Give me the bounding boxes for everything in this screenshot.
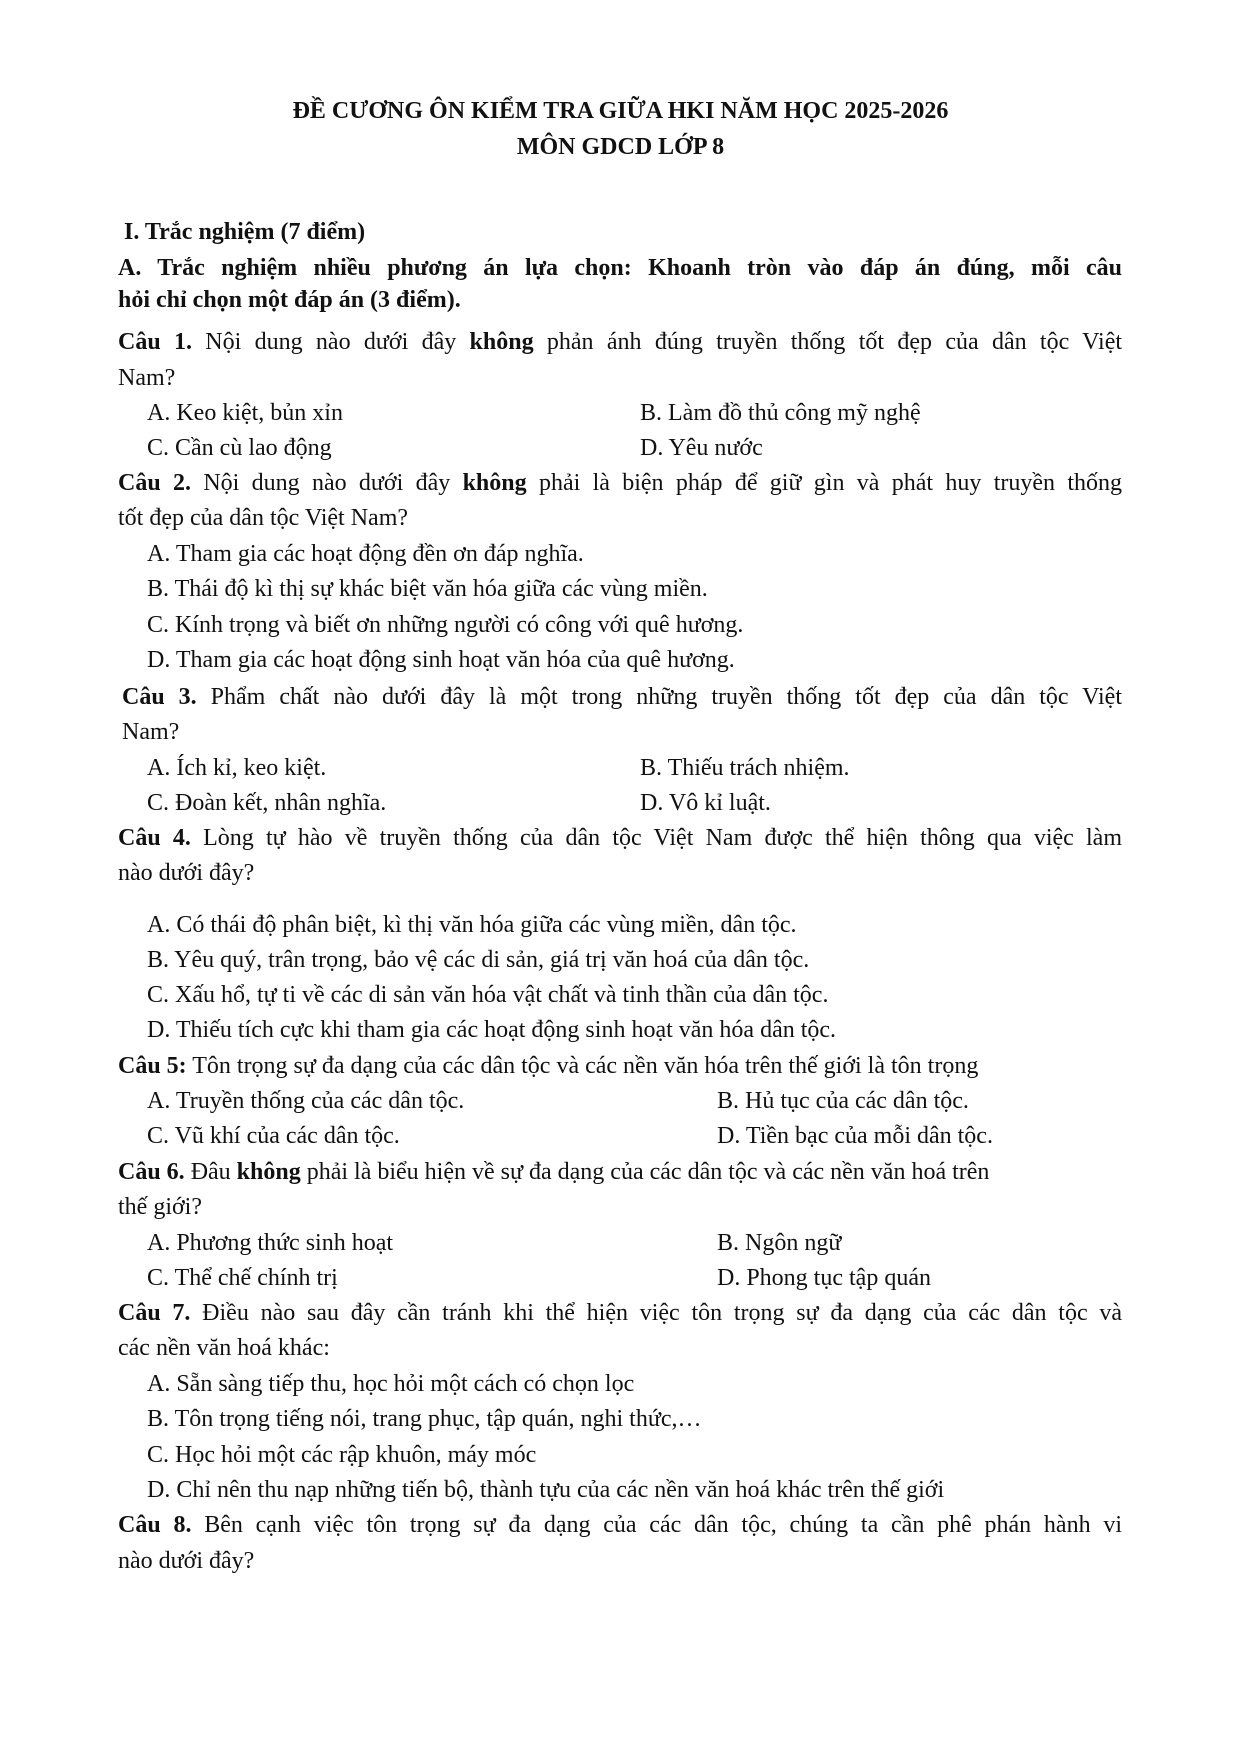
question-1-option-a: A. Keo kiệt, bủn xỉn [147, 400, 343, 426]
question-1-stem [118, 327, 1122, 357]
stem-emphasis: không [236, 1159, 301, 1185]
question-2-stem [118, 468, 1122, 498]
question-3-option-c: C. Đoàn kết, nhân nghĩa. [147, 790, 387, 816]
question-4-stem-cont: nào dưới đây? [118, 860, 255, 886]
stem-text: Lòng tự hào về truyền thống của dân tộc Việt Nam được thể hiện thông qua việc làm [190, 825, 1122, 851]
part-a-line-1: A. Trắc nghiệm nhiều phương án lựa chọn: Khoanh tròn vào đáp án đúng, mỗi câu [118, 255, 1122, 281]
question-label: Câu 5: [118, 1053, 187, 1079]
question-5-stem [118, 1051, 978, 1081]
question-7-stem-cont: các nền văn hoá khác: [118, 1335, 330, 1361]
question-4-option-b: B. Yêu quý, trân trọng, bảo vệ các di sản, giá trị văn hoá của dân tộc. [147, 947, 810, 973]
stem-text: Điều nào sau đây cần tránh khi thể hiện việc tôn trọng sự đa dạng của các dân tộc và [190, 1300, 1123, 1326]
question-label: Câu 1. [118, 329, 192, 355]
stem-emphasis: không [469, 329, 534, 355]
question-6-option-a: A. Phương thức sinh hoạt [147, 1230, 394, 1256]
question-6-stem-cont: thế giới? [118, 1194, 202, 1220]
stem-text: Phẩm chất nào dưới đây là một trong những truyền thống tốt đẹp của dân tộc Việt [196, 684, 1123, 710]
stem-text: Bên cạnh việc tôn trọng sự đa dạng của các dân tộc, chúng ta cần phê phán hành vi [191, 1512, 1122, 1538]
question-2-option-b: B. Thái độ kì thị sự khác biệt văn hóa giữa các vùng miền. [147, 576, 708, 602]
question-6-stem [118, 1157, 989, 1187]
part-a-line-2: hỏi chỉ chọn một đáp án (3 điểm). [118, 287, 461, 313]
question-8-stem-cont: nào dưới đây? [118, 1548, 255, 1574]
question-5-option-a: A. Truyền thống của các dân tộc. [147, 1088, 465, 1114]
stem-text: phải là biện pháp để giữ gìn và phát huy truyền thống [526, 470, 1122, 496]
question-6-option-d: D. Phong tục tập quán [717, 1265, 931, 1291]
question-3-option-b: B. Thiếu trách nhiệm. [640, 755, 850, 781]
question-3-stem-cont: Nam? [122, 719, 180, 745]
question-7-stem [118, 1298, 1122, 1328]
question-7-option-c: C. Học hỏi một các rập khuôn, máy móc [147, 1442, 537, 1468]
stem-text: Đâu [184, 1159, 237, 1185]
question-5-option-d: D. Tiền bạc của mỗi dân tộc. [717, 1123, 993, 1149]
question-6-option-b: B. Ngôn ngữ [717, 1230, 842, 1256]
question-8-stem [118, 1510, 1122, 1540]
question-4-stem [118, 823, 1122, 853]
question-1-option-c: C. Cần cù lao động [147, 435, 332, 461]
question-2-option-a: A. Tham gia các hoạt động đền ơn đáp nghĩa. [147, 541, 584, 567]
question-1-option-b: B. Làm đồ thủ công mỹ nghệ [640, 400, 921, 426]
section-heading: I. Trắc nghiệm (7 điểm) [124, 219, 366, 245]
question-2-stem-cont: tốt đẹp của dân tộc Việt Nam? [118, 505, 409, 531]
question-7-option-d: D. Chỉ nên thu nạp những tiến bộ, thành tựu của các nền văn hoá khác trên thế giới [147, 1477, 945, 1503]
question-1-stem-cont: Nam? [118, 365, 176, 391]
question-label: Câu 3. [122, 684, 197, 710]
question-2-option-c: C. Kính trọng và biết ơn những người có công với quê hương. [147, 612, 744, 638]
question-7-option-a: A. Sẵn sàng tiếp thu, học hỏi một cách có chọn lọc [147, 1371, 635, 1397]
question-2-option-d: D. Tham gia các hoạt động sinh hoạt văn hóa của quê hương. [147, 647, 735, 673]
question-label: Câu 2. [118, 470, 191, 496]
question-5-option-c: C. Vũ khí của các dân tộc. [147, 1123, 400, 1149]
stem-text: Nội dung nào dưới đây [191, 470, 463, 496]
stem-text: phản ánh đúng truyền thống tốt đẹp của dân tộc Việt [533, 329, 1123, 355]
question-1-option-d: D. Yêu nước [640, 435, 763, 461]
question-3-option-d: D. Vô kỉ luật. [640, 790, 771, 816]
question-3-stem [122, 682, 1122, 712]
question-3-option-a: A. Ích kỉ, keo kiệt. [147, 755, 327, 781]
question-label: Câu 7. [118, 1300, 191, 1326]
question-4-option-a: A. Có thái độ phân biệt, kì thị văn hóa giữa các vùng miền, dân tộc. [147, 912, 797, 938]
question-6-option-c: C. Thể chế chính trị [147, 1265, 338, 1291]
question-4-option-c: C. Xấu hổ, tự ti về các di sản văn hóa vật chất và tinh thần của dân tộc. [147, 982, 829, 1008]
title-line-1: ĐỀ CƯƠNG ÔN KIỂM TRA GIỮA HKI NĂM HỌC 2025-2026 [292, 98, 949, 124]
question-4-option-d: D. Thiếu tích cực khi tham gia các hoạt động sinh hoạt văn hóa dân tộc. [147, 1017, 837, 1043]
stem-emphasis: không [462, 470, 527, 496]
stem-text: Nội dung nào dưới đây [192, 329, 470, 355]
question-label: Câu 4. [118, 825, 191, 851]
question-5-option-b: B. Hủ tục của các dân tộc. [717, 1088, 969, 1114]
question-label: Câu 8. [118, 1512, 192, 1538]
stem-text: phải là biểu hiện về sự đa dạng của các dân tộc và các nền văn hoá trên [300, 1159, 990, 1185]
title-line-2: MÔN GDCD LỚP 8 [516, 134, 725, 160]
stem-text: Tôn trọng sự đa dạng của các dân tộc và các nền văn hóa trên thế giới là tôn trọng [186, 1053, 979, 1079]
question-label: Câu 6. [118, 1159, 185, 1185]
question-7-option-b: B. Tôn trọng tiếng nói, trang phục, tập quán, nghi thức,… [147, 1406, 702, 1432]
